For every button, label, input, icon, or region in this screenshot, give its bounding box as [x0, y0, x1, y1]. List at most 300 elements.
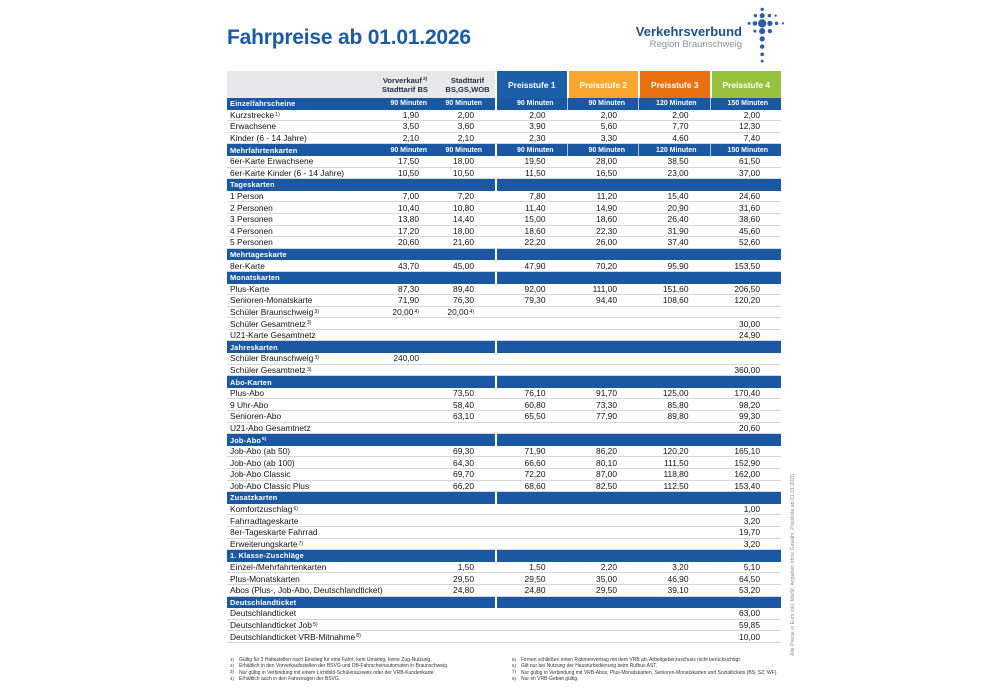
row-label: Job-Abo (ab 50): [227, 446, 370, 458]
price-cell: 20,90: [638, 202, 710, 214]
minutes-cell: [638, 434, 710, 446]
minutes-cell: [495, 434, 567, 446]
minutes-cell: [370, 434, 440, 446]
price-cell: 7,40: [710, 133, 782, 145]
price-row: [227, 481, 781, 493]
column-header-preisstufe-4: Preisstufe 4: [710, 71, 782, 98]
price-cell: [370, 457, 440, 469]
price-cell: [370, 446, 440, 458]
price-cell: 63,10: [440, 411, 495, 423]
minutes-cell: [638, 341, 710, 353]
price-row: [227, 365, 781, 377]
price-cell: 89,80: [638, 411, 710, 423]
price-cell: 76,10: [495, 388, 567, 400]
minutes-cell: [567, 597, 639, 609]
price-cell: 5,10: [710, 562, 782, 574]
price-cell: [567, 330, 639, 342]
price-cell: [440, 504, 495, 516]
price-cell: 24,80: [440, 585, 495, 597]
minutes-cell: 90 Minuten: [567, 98, 639, 110]
price-row: [227, 295, 781, 307]
price-cell: [370, 539, 440, 551]
price-cell: 26,00: [567, 237, 639, 249]
row-label: Plus-Monatskarten: [227, 573, 370, 585]
price-cell: 98,20: [710, 399, 782, 411]
price-cell: 73,50: [440, 388, 495, 400]
price-cell: 87,30: [370, 284, 440, 296]
minutes-cell: [495, 272, 567, 284]
minutes-cell: 90 Minuten: [495, 144, 567, 156]
price-cell: 14,90: [567, 202, 639, 214]
minutes-cell: [710, 376, 782, 388]
price-cell: 53,20: [710, 585, 782, 597]
price-cell: [440, 515, 495, 527]
price-cell: 1,50: [495, 562, 567, 574]
price-cell: [370, 515, 440, 527]
price-cell: [440, 631, 495, 643]
price-cell: 10,40: [370, 202, 440, 214]
row-label: Kurzstrecke$^{1)}$: [227, 110, 370, 122]
price-cell: [440, 527, 495, 539]
price-cell: [370, 504, 440, 516]
price-cell: [567, 631, 639, 643]
price-row: [227, 260, 781, 272]
minutes-cell: [440, 434, 495, 446]
price-cell: 26,40: [638, 214, 710, 226]
price-row: [227, 585, 781, 597]
price-row: [227, 562, 781, 574]
price-cell: 120,20: [638, 446, 710, 458]
price-cell: [638, 620, 710, 632]
price-row: [227, 226, 781, 238]
price-cell: 3,50: [370, 121, 440, 133]
price-cell: [370, 469, 440, 481]
row-label: 6er-Karte Erwachsene: [227, 156, 370, 168]
price-cell: [440, 330, 495, 342]
price-cell: 89,40: [440, 284, 495, 296]
price-cell: [440, 353, 495, 365]
price-cell: 3,20: [710, 515, 782, 527]
price-cell: 2,10: [440, 133, 495, 145]
row-label: Mehrtageskarte: [227, 249, 370, 261]
column-header-stadttarif: Stadttarif BS,GS,WOB: [445, 75, 490, 94]
row-label: Deutschlandticket: [227, 608, 370, 620]
price-cell: 37,40: [638, 237, 710, 249]
footnote-text: Nur gültig in Verbindung mit einem Lichtbild-Schülerausweis oder der VRB-Kundenkarte.: [239, 669, 435, 676]
price-cell: 60,80: [495, 399, 567, 411]
price-cell: 18,00: [440, 156, 495, 168]
minutes-cell: 90 Minuten: [370, 98, 440, 110]
price-cell: 70,20: [567, 260, 639, 272]
page-title: Fahrpreise ab 01.01.2026: [227, 26, 471, 49]
price-row: [227, 446, 781, 458]
price-cell: 7,20: [440, 191, 495, 203]
price-cell: [370, 318, 440, 330]
minutes-cell: [495, 550, 567, 562]
price-cell: [440, 539, 495, 551]
row-label: Senioren-Abo: [227, 411, 370, 423]
price-row: [227, 515, 781, 527]
price-cell: 13,80: [370, 214, 440, 226]
price-cell: 2,30: [495, 133, 567, 145]
price-cell: 45,60: [710, 226, 782, 238]
minutes-cell: [440, 341, 495, 353]
price-cell: 43,70: [370, 260, 440, 272]
minutes-cell: 90 Minuten: [440, 144, 495, 156]
column-header-preisstufe-3: Preisstufe 3: [638, 71, 710, 98]
footnote: [512, 676, 780, 682]
minutes-cell: 150 Minuten: [710, 144, 782, 156]
price-cell: 29,50: [440, 573, 495, 585]
price-cell: [370, 527, 440, 539]
minutes-cell: [440, 249, 495, 261]
price-row: [227, 573, 781, 585]
price-cell: [567, 353, 639, 365]
row-label: Kinder (6 - 14 Jahre): [227, 133, 370, 145]
price-cell: 7,00: [370, 191, 440, 203]
price-cell: 118,80: [638, 469, 710, 481]
row-label: 6er-Karte Kinder (6 - 14 Jahre): [227, 168, 370, 180]
price-cell: 22,30: [567, 226, 639, 238]
price-cell: 63,00: [710, 608, 782, 620]
price-cell: [370, 411, 440, 423]
price-row: [227, 620, 781, 632]
price-cell: 52,60: [710, 237, 782, 249]
minutes-cell: 90 Minuten: [440, 98, 495, 110]
price-cell: 2,00: [638, 110, 710, 122]
price-cell: 11,20: [567, 191, 639, 203]
price-cell: [638, 527, 710, 539]
price-row: [227, 191, 781, 203]
minutes-cell: [638, 492, 710, 504]
price-cell: [495, 608, 567, 620]
price-cell: 19,50: [495, 156, 567, 168]
minutes-cell: [370, 272, 440, 284]
minutes-cell: [710, 341, 782, 353]
minutes-cell: [370, 492, 440, 504]
price-row: [227, 527, 781, 539]
price-cell: 108,60: [638, 295, 710, 307]
row-label: U21-Karte Gesamtnetz: [227, 330, 370, 342]
price-cell: 17,50: [370, 156, 440, 168]
side-note: Alle Preise in Euro inkl. MwSt. Angaben ohne Gewähr. Preisliste ab 01.01.2026: [790, 474, 796, 656]
price-cell: [638, 318, 710, 330]
price-cell: [567, 527, 639, 539]
price-cell: 91,70: [567, 388, 639, 400]
price-cell: [567, 365, 639, 377]
price-cell: [638, 631, 710, 643]
section-row: [227, 550, 781, 562]
row-label: Job-Abo$^{5)}$: [227, 434, 370, 446]
footnote-text: Gilt nur bei Nutzung der Haustürbedienung beim Rufbus AST.: [521, 663, 658, 670]
price-cell: [638, 423, 710, 435]
price-cell: 19,70: [710, 527, 782, 539]
price-cell: 30,00: [710, 318, 782, 330]
minutes-cell: [567, 272, 639, 284]
price-cell: 3,90: [495, 121, 567, 133]
price-cell: 82,50: [567, 481, 639, 493]
row-label: Job-Abo (ab 100): [227, 457, 370, 469]
price-cell: [495, 527, 567, 539]
price-cell: 14,40: [440, 214, 495, 226]
price-cell: 18,60: [567, 214, 639, 226]
footnote-marker: 6): [512, 662, 517, 668]
price-cell: 29,50: [495, 573, 567, 585]
price-cell: 5,60: [567, 121, 639, 133]
footnote-marker: 3): [230, 669, 235, 675]
footnote-marker: 7): [512, 669, 517, 675]
footnote-text: Nur gültig in Verbindung mit VRB-Abos, Plus-Monatskarten, Senioren-Monatskarten und Sozialtickets (BS, SZ, WF).: [521, 669, 778, 676]
price-cell: [710, 353, 782, 365]
section-row: [227, 597, 781, 609]
row-label: 8er-Karte: [227, 260, 370, 272]
price-cell: [638, 365, 710, 377]
price-cell: 15,00: [495, 214, 567, 226]
row-label: Jahreskarten: [227, 341, 370, 353]
footnote-text: Firmen schließen einen Rahmenvertrag mit dem VRB ab, Arbeitgeberzuschuss nicht berücksichtigt.: [521, 657, 742, 663]
price-cell: 29,50: [567, 585, 639, 597]
price-cell: 206,50: [710, 284, 782, 296]
table-rows: [227, 98, 781, 643]
price-cell: [495, 353, 567, 365]
footnotes-left: [230, 657, 498, 683]
price-cell: [495, 423, 567, 435]
price-row: [227, 388, 781, 400]
price-row: [227, 469, 781, 481]
price-cell: 1,90: [370, 110, 440, 122]
minutes-cell: [495, 341, 567, 353]
price-cell: [567, 504, 639, 516]
row-label: Komfortzuschlag$^{6)}$: [227, 504, 370, 516]
minutes-cell: [710, 272, 782, 284]
price-cell: [495, 631, 567, 643]
price-cell: [370, 423, 440, 435]
price-row: [227, 121, 781, 133]
minutes-cell: [495, 492, 567, 504]
footnote-marker: 5): [512, 656, 517, 662]
price-cell: [370, 330, 440, 342]
price-cell: 153,40: [710, 481, 782, 493]
price-cell: 240,00: [370, 353, 440, 365]
minutes-cell: [567, 550, 639, 562]
footnote-marker: 1): [230, 656, 235, 662]
price-cell: [638, 504, 710, 516]
price-cell: [440, 423, 495, 435]
row-label: Schüler Gesamtnetz$^{3)}$: [227, 318, 370, 330]
price-row: [227, 399, 781, 411]
footnote-text: Gültig für 3 Haltestellen nach Einstieg für eine Fahrt, kein Umstieg, keine Zug-Nutzung.: [239, 657, 432, 663]
row-label: 1. Klasse-Zuschläge: [227, 550, 370, 562]
minutes-cell: [495, 597, 567, 609]
price-cell: 2,20: [567, 562, 639, 574]
minutes-cell: [370, 376, 440, 388]
price-cell: 79,30: [495, 295, 567, 307]
price-row: [227, 423, 781, 435]
minutes-cell: [567, 341, 639, 353]
price-cell: [495, 620, 567, 632]
section-row: [227, 341, 781, 353]
price-cell: 20,00$^{4)}$: [440, 307, 495, 319]
footnote-text: Erhältlich auch in den Fahrzeugen der BSVG.: [239, 676, 341, 683]
price-cell: 28,00: [567, 156, 639, 168]
price-cell: [638, 539, 710, 551]
row-label: 1 Person: [227, 191, 370, 203]
minutes-cell: [638, 376, 710, 388]
price-cell: 95,90: [638, 260, 710, 272]
column-header-vorverkauf: Vorverkauf$^{2)}$ Stadttarif BS: [382, 75, 428, 94]
price-cell: [638, 353, 710, 365]
price-cell: 2,00: [440, 110, 495, 122]
logo-text: [636, 25, 742, 50]
price-cell: [370, 608, 440, 620]
price-cell: 2,00: [710, 110, 782, 122]
price-row: [227, 457, 781, 469]
minutes-cell: [495, 179, 567, 191]
price-row: [227, 411, 781, 423]
row-label: Abo-Karten: [227, 376, 370, 388]
price-cell: [495, 515, 567, 527]
price-cell: 31,60: [710, 202, 782, 214]
price-cell: 11,40: [495, 202, 567, 214]
price-cell: [370, 620, 440, 632]
row-label: 8er-Tageskarte Fahrrad: [227, 527, 370, 539]
fare-table: [227, 71, 781, 643]
row-label: Schüler Gesamtnetz$^{3)}$: [227, 365, 370, 377]
minutes-cell: [567, 492, 639, 504]
price-cell: 20,60: [370, 237, 440, 249]
price-cell: [495, 330, 567, 342]
price-cell: 10,50: [440, 168, 495, 180]
minutes-cell: [567, 179, 639, 191]
price-cell: 112,50: [638, 481, 710, 493]
price-cell: 10,00: [710, 631, 782, 643]
footnote-marker: 4): [230, 675, 235, 681]
price-cell: [370, 631, 440, 643]
price-cell: 85,80: [638, 399, 710, 411]
price-cell: 1,00: [710, 504, 782, 516]
price-cell: 18,00: [440, 226, 495, 238]
price-cell: 73,30: [567, 399, 639, 411]
price-row: [227, 202, 781, 214]
row-label: 5 Personen: [227, 237, 370, 249]
minutes-cell: [710, 179, 782, 191]
minutes-cell: [710, 597, 782, 609]
price-row: [227, 133, 781, 145]
column-header-preisstufe-2: Preisstufe 2: [567, 71, 639, 98]
row-label: Einzelfahrscheine: [227, 98, 370, 110]
section-row: [227, 492, 781, 504]
price-cell: 22,20: [495, 237, 567, 249]
price-cell: [495, 504, 567, 516]
price-cell: [567, 307, 639, 319]
row-label: U21-Abo Gesamtnetz: [227, 423, 370, 435]
minutes-cell: [495, 376, 567, 388]
minutes-cell: [440, 179, 495, 191]
price-cell: 72,20: [495, 469, 567, 481]
price-cell: 76,30: [440, 295, 495, 307]
price-cell: 38,50: [638, 156, 710, 168]
section-row: [227, 272, 781, 284]
footnotes-right: [512, 657, 780, 683]
price-cell: 35,00: [567, 573, 639, 585]
price-cell: 39,10: [638, 585, 710, 597]
price-cell: [567, 423, 639, 435]
minutes-cell: [567, 376, 639, 388]
price-cell: 111,00: [567, 284, 639, 296]
row-label: Job-Abo Classic: [227, 469, 370, 481]
minutes-cell: [710, 492, 782, 504]
minutes-cell: [370, 597, 440, 609]
price-cell: [567, 539, 639, 551]
price-cell: 69,70: [440, 469, 495, 481]
price-cell: [370, 573, 440, 585]
minutes-cell: [440, 376, 495, 388]
price-cell: 3,30: [567, 133, 639, 145]
row-label: Mehrfahrtenkarten: [227, 144, 370, 156]
price-row: [227, 504, 781, 516]
minutes-cell: 150 Minuten: [710, 98, 782, 110]
price-row: [227, 307, 781, 319]
minutes-cell: [710, 434, 782, 446]
price-row: [227, 318, 781, 330]
price-cell: 20,00$^{4)}$: [370, 307, 440, 319]
price-cell: [495, 307, 567, 319]
price-cell: 162,00: [710, 469, 782, 481]
footnote-text: Nur im VRB-Gebiet gültig.: [521, 676, 579, 683]
row-label: Plus-Karte: [227, 284, 370, 296]
logo-region: Region Braunschweig: [649, 39, 742, 50]
row-label: Schüler Braunschweig$^{3)}$: [227, 353, 370, 365]
price-cell: 64,30: [440, 457, 495, 469]
price-cell: 165,10: [710, 446, 782, 458]
price-cell: 170,40: [710, 388, 782, 400]
price-cell: 66,20: [440, 481, 495, 493]
price-cell: [440, 620, 495, 632]
price-cell: 64,50: [710, 573, 782, 585]
minutes-cell: [638, 272, 710, 284]
logo: [612, 6, 788, 69]
minutes-cell: [638, 550, 710, 562]
price-cell: 4,60: [638, 133, 710, 145]
row-label: Tageskarten: [227, 179, 370, 191]
section-row: [227, 434, 781, 446]
price-cell: [370, 562, 440, 574]
minutes-cell: [440, 597, 495, 609]
price-row: [227, 156, 781, 168]
price-cell: [370, 399, 440, 411]
minutes-cell: [370, 249, 440, 261]
logo-name: Verkehrsverbund: [635, 24, 742, 39]
section-row: [227, 249, 781, 261]
price-cell: [567, 608, 639, 620]
row-label: 9 Uhr-Abo: [227, 399, 370, 411]
price-cell: [567, 620, 639, 632]
price-cell: 24,80: [495, 585, 567, 597]
minutes-cell: [638, 597, 710, 609]
tariff-column-headers: [227, 71, 495, 98]
row-label: Senioren-Monatskarte: [227, 295, 370, 307]
price-cell: 71,90: [495, 446, 567, 458]
minutes-cell: [567, 434, 639, 446]
minutes-cell: [440, 550, 495, 562]
minutes-cell: [370, 341, 440, 353]
price-cell: 24,60: [710, 191, 782, 203]
price-row: [227, 214, 781, 226]
price-cell: 12,30: [710, 121, 782, 133]
price-cell: [495, 318, 567, 330]
row-label: 4 Personen: [227, 226, 370, 238]
logo-dots-icon: [746, 6, 788, 69]
